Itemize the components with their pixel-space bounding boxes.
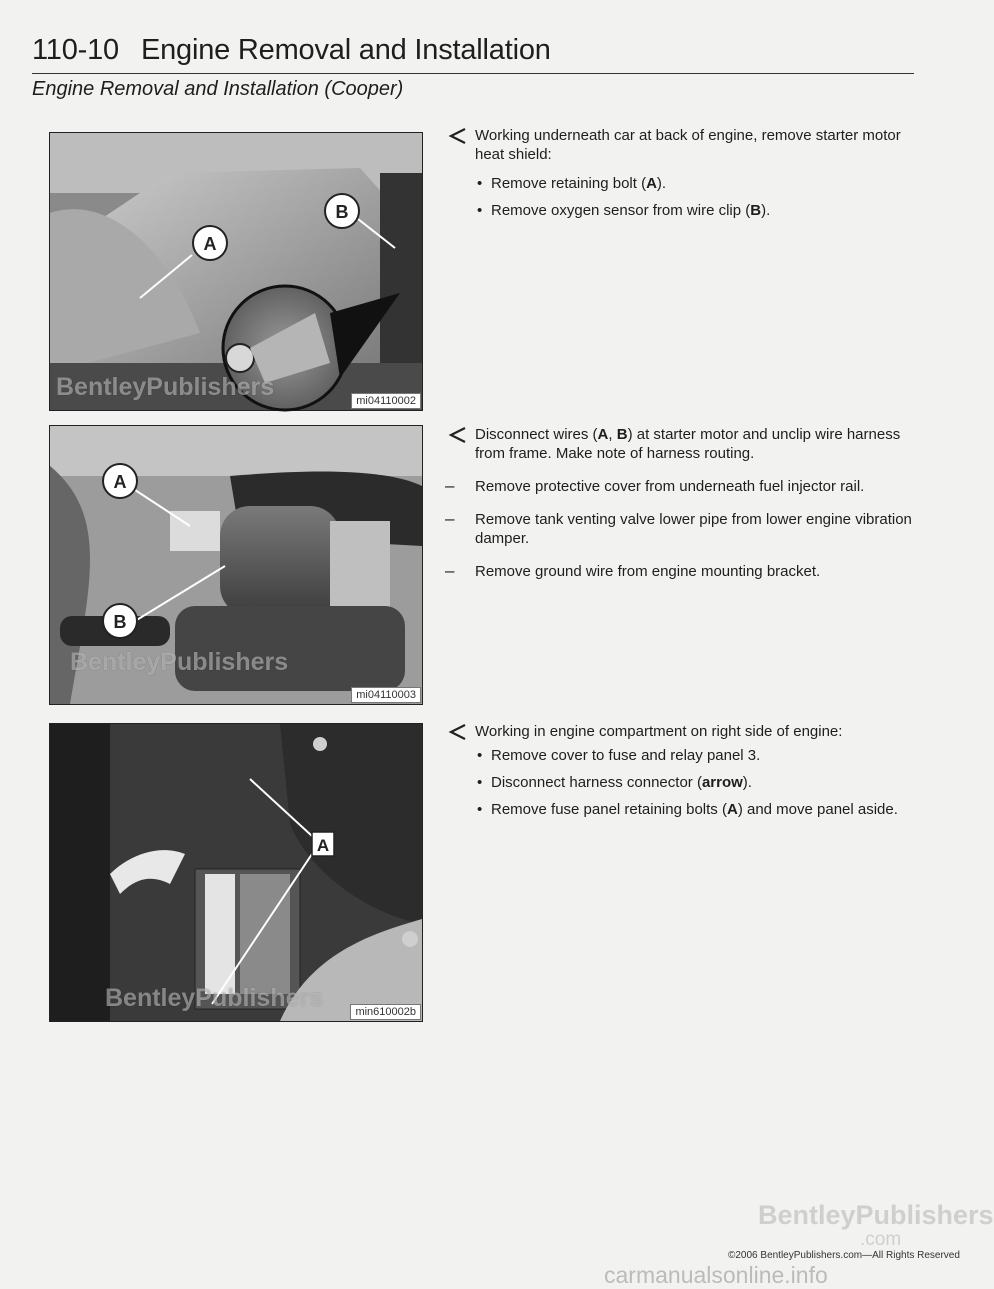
figure-starter-motor bbox=[49, 425, 423, 705]
figure-fuse-panel bbox=[49, 723, 423, 1022]
site-watermark: carmanualsonline.info bbox=[604, 1262, 828, 1288]
step-3-lead: Working in engine compartment on right side of engine: bbox=[425, 722, 915, 741]
figure-code: mi04110002 bbox=[351, 393, 421, 409]
callout-b: B bbox=[113, 612, 127, 632]
callout-b: B bbox=[335, 202, 349, 222]
pointer-arrow-icon bbox=[449, 426, 467, 444]
pointer-arrow-icon bbox=[449, 723, 467, 741]
page-subtitle: Engine Removal and Installation (Cooper) bbox=[32, 78, 404, 100]
step-2-lead: Disconnect wires (A, B) at starter motor and unclip wire harness from frame. Make note of harness routing. bbox=[425, 425, 915, 463]
step-3-bullet-2: • Disconnect harness connector (arrow). bbox=[425, 773, 915, 792]
watermark: BentleyPublishers bbox=[105, 984, 324, 1012]
figure-heat-shield bbox=[49, 132, 423, 411]
step-2-dash-1: – Remove protective cover from underneath fuel injector rail. bbox=[425, 477, 915, 496]
watermark: BentleyPublishers bbox=[56, 373, 275, 401]
heat-shield-photo bbox=[50, 133, 422, 410]
publisher-logo: BentleyPublishers bbox=[758, 1200, 994, 1230]
callout-a: A bbox=[113, 472, 127, 492]
page-number: 110-10 bbox=[32, 34, 119, 66]
step-1-bullet-1: • Remove retaining bolt (A). bbox=[425, 174, 915, 193]
step-3 bbox=[425, 722, 915, 827]
callout-a: A bbox=[203, 234, 217, 254]
step-3-bullet-1: • Remove cover to fuse and relay panel 3. bbox=[425, 746, 915, 765]
callout-a: A bbox=[316, 836, 330, 855]
step-2-dash-2: – Remove tank venting valve lower pipe from lower engine vibration damper. bbox=[425, 510, 915, 548]
page-header bbox=[32, 34, 551, 67]
step-1-lead: Working underneath car at back of engine, remove starter motor heat shield: bbox=[425, 126, 915, 164]
figure-code: min610002b bbox=[350, 1004, 421, 1020]
step-1 bbox=[425, 126, 915, 228]
watermark: BentleyPublishers bbox=[70, 648, 289, 676]
figure-code: mi04110003 bbox=[351, 687, 421, 703]
header-rule bbox=[32, 73, 914, 74]
step-2-dash-3: – Remove ground wire from engine mounting bracket. bbox=[425, 562, 915, 581]
pointer-arrow-icon bbox=[449, 127, 467, 145]
step-2 bbox=[425, 425, 915, 595]
publisher-logo-com: .com bbox=[860, 1229, 902, 1250]
fuse-panel-photo bbox=[50, 724, 422, 1021]
page-title: Engine Removal and Installation bbox=[140, 34, 551, 66]
copyright: ©2006 BentleyPublishers.com—All Rights Reserved bbox=[728, 1250, 960, 1261]
step-3-bullet-3: • Remove fuse panel retaining bolts (A) and move panel aside. bbox=[425, 800, 915, 819]
step-1-bullet-2: • Remove oxygen sensor from wire clip (B). bbox=[425, 201, 915, 220]
